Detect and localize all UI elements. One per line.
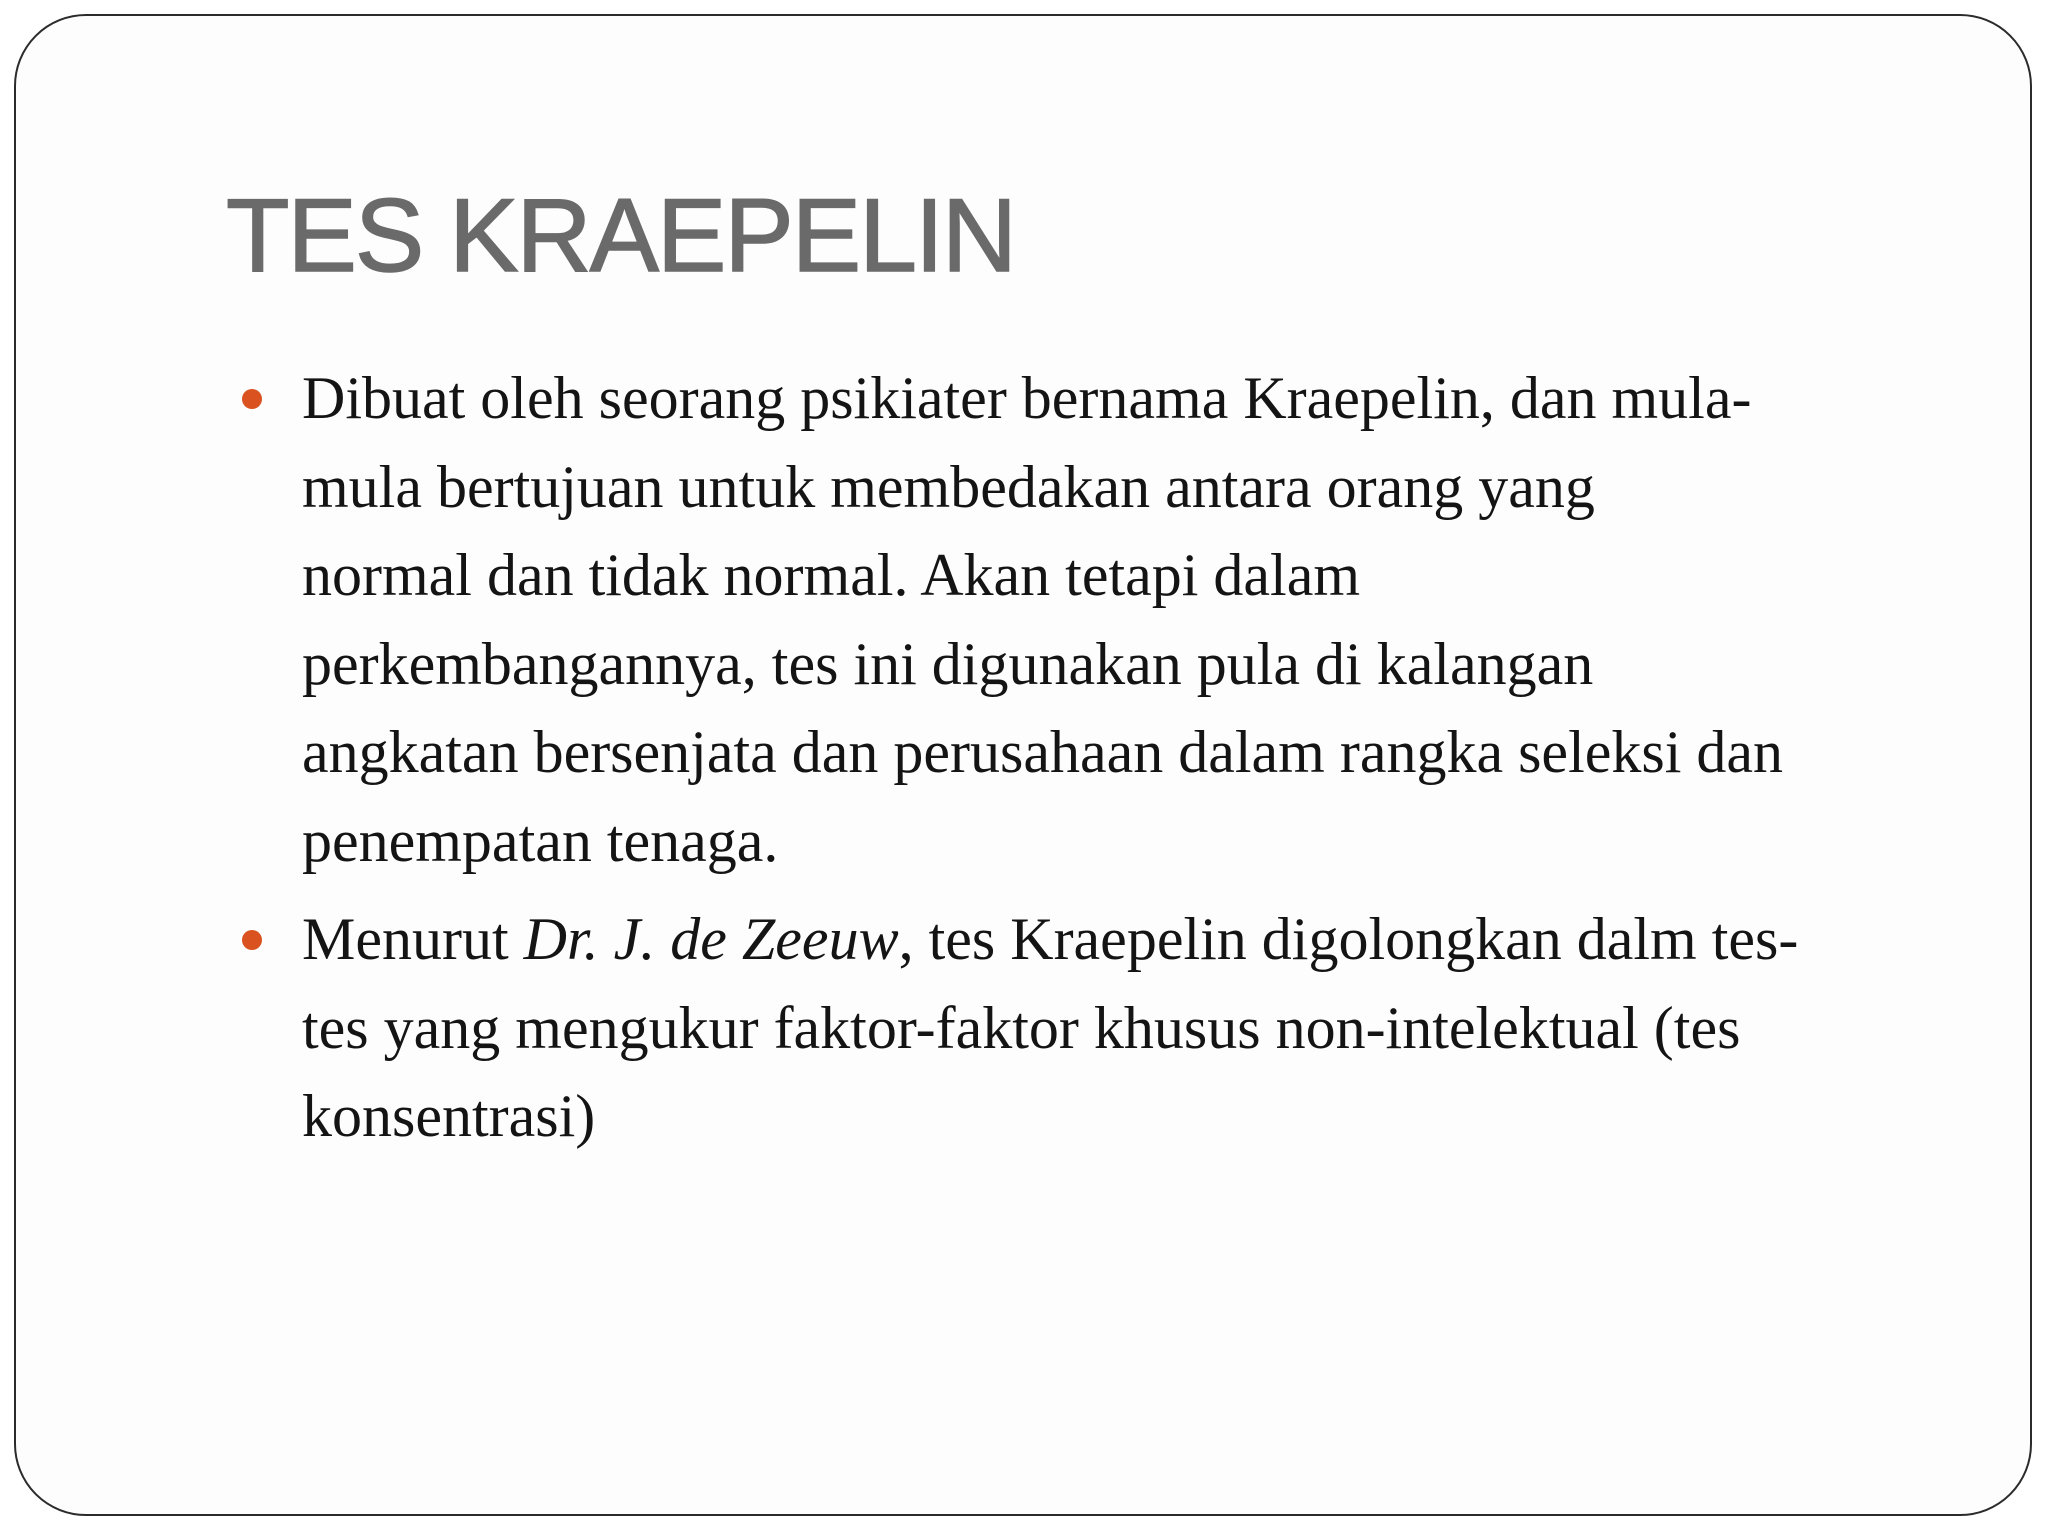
author-name: Dr. J. de Zeeuw bbox=[523, 906, 899, 972]
bullet-text-line: penempatan tenaga. bbox=[302, 807, 779, 874]
slide bbox=[14, 14, 2032, 1516]
bullet-text-line: tes yang mengukur faktor-faktor khusus non-intelektual (tes bbox=[302, 994, 1741, 1061]
bullet-text-line: konsentrasi) bbox=[302, 1083, 596, 1149]
bullet-text-line: angkatan bersenjata dan perusahaan dalam rangka seleksi dan bbox=[302, 719, 1784, 785]
bullet-dot-icon bbox=[242, 930, 262, 950]
bullet-text-line: perkembangannya, tes ini digunakan pula di kalangan bbox=[302, 630, 1594, 697]
bullet-list bbox=[234, 354, 1934, 1171]
bullet-dot-icon bbox=[242, 389, 262, 409]
bullet-item bbox=[234, 895, 1934, 1161]
bullet-text-prefix: Menurut bbox=[302, 906, 524, 972]
bullet-text-line: normal dan tidak normal. Akan tetapi dalam bbox=[302, 542, 1361, 608]
bullet-item bbox=[234, 354, 1934, 885]
bullet-text-line bbox=[302, 895, 1934, 984]
bullet-text-line: mula bertujuan untuk membedakan antara orang yang bbox=[302, 453, 1595, 520]
slide-title: TES KRAEPELIN bbox=[226, 178, 1015, 294]
bullet-text-line: Dibuat oleh seorang psikiater bernama Kraepelin, dan mula- bbox=[302, 365, 1752, 431]
bullet-text-suffix: , tes Kraepelin digolongkan dalm tes- bbox=[898, 906, 1799, 972]
